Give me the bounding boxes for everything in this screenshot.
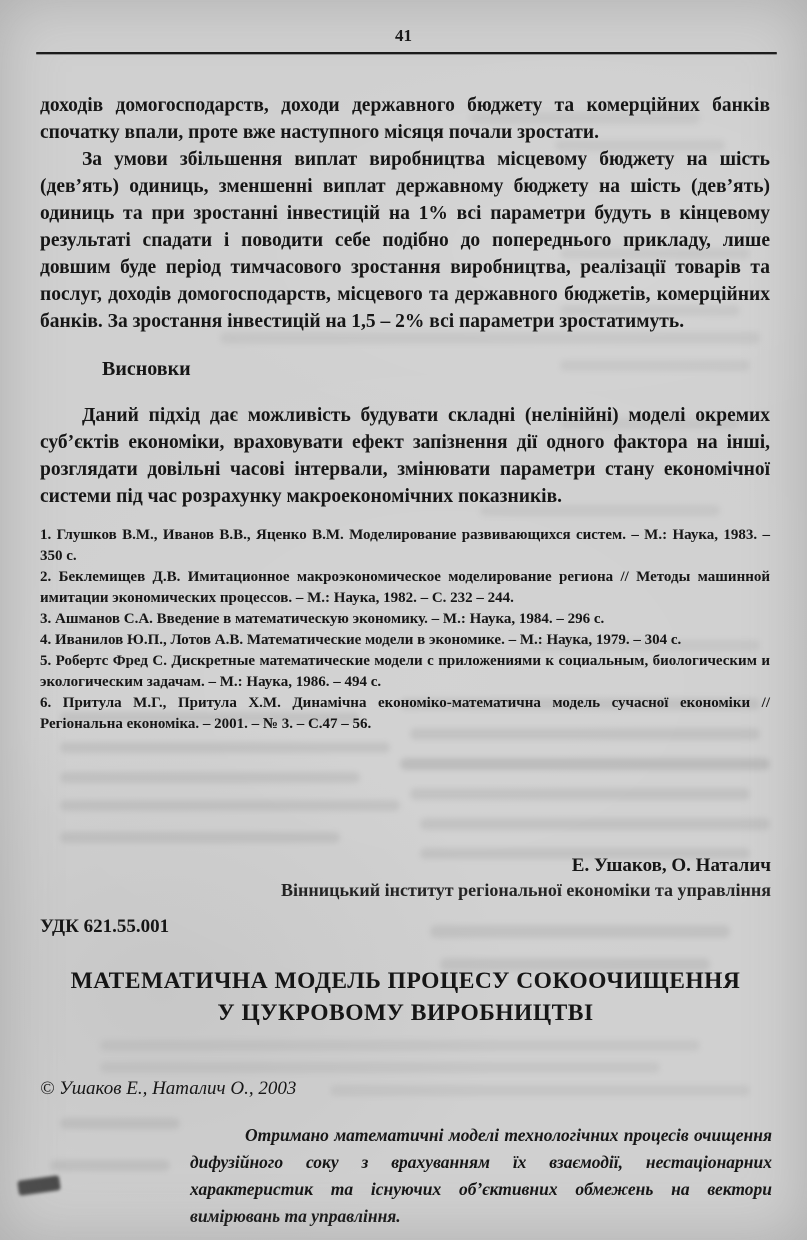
reference-item: 3. Ашманов С.А. Введение в математическую экономику. – М.: Наука, 1984. – 296 с. bbox=[40, 611, 605, 627]
article-body bbox=[40, 92, 770, 735]
article-abstract: Отримано математичні моделі технологічних процесів очищення дифузійного соку з врахуванням їх взаємодії, нестаціонарних характеристик та існуючих об’єктивних обмежень на вектори вимірювань та управління. bbox=[190, 1125, 772, 1226]
bleedthrough-artifact bbox=[420, 818, 770, 830]
title-line: МАТЕМАТИЧНА МОДЕЛЬ ПРОЦЕСУ СОКООЧИЩЕННЯ bbox=[70, 968, 741, 994]
page-number: 41 bbox=[395, 26, 412, 45]
body-paragraph: За умови збільшення виплат виробництва місцевому бюджету на шість (дев’ять) одиниць, зменшенні виплат державному бюджету на шість (дев’ять) одиниць та при зростанні інвестицій на 1% всі параметри будуть в кінцевому результаті спадати і поводити себе подібно до попереднього прикладу, лише довшим буде період тимчасового зростання виробництва, реалізації товарів та послуг, доходів домогосподарств, місцевого та державного бюджетів, комерційних банків. За зростання інвестицій на 1,5 – 2% всі параметри зростатимуть. bbox=[40, 149, 770, 332]
bleedthrough-artifact bbox=[330, 1085, 750, 1096]
reference-item: 4. Иванилов Ю.П., Лотов А.В. Математические модели в экономике. – М.: Наука, 1979. – 304 с. bbox=[40, 632, 682, 648]
udk-code: УДК 621.55.001 bbox=[40, 916, 170, 937]
reference-item: 6. Притула М.Г., Притула Х.М. Динамічна економіко-математична модель сучасної економіки // Регіональна економіка. – 2001. – № 3. – С.47 – 56. bbox=[40, 695, 770, 732]
next-article-byline bbox=[40, 854, 771, 902]
conclusions-heading: Висновки bbox=[102, 358, 191, 380]
bleedthrough-artifact bbox=[60, 1118, 180, 1129]
next-article-title bbox=[35, 965, 776, 1029]
reference-item: 5. Робертс Фред С. Дискретные математические модели с приложениями к социальным, биологическим и экологическим задачам. – М.: Наука, 1986. – 494 с. bbox=[40, 653, 770, 690]
bleedthrough-artifact bbox=[60, 742, 390, 753]
ink-smudge-artifact bbox=[17, 1175, 61, 1196]
conclusions-paragraph: Даний підхід дає можливість будувати складні (нелінійні) моделі окремих суб’єктів економіки, враховувати ефект запізнення дії одного фактора на інші, розглядати довільні часові інтервали, змінювати параметри стану економічної системи під час розрахунку макроекономічних показників. bbox=[40, 405, 770, 507]
reference-list bbox=[40, 525, 770, 735]
author-affiliation: Вінницький інститут регіональної економіки та управління bbox=[281, 880, 771, 900]
bleedthrough-artifact bbox=[60, 832, 340, 843]
author-names: Е. Ушаков, О. Наталич bbox=[571, 855, 771, 876]
bleedthrough-artifact bbox=[50, 1160, 170, 1171]
reference-item: 1. Глушков В.М., Иванов В.В., Яценко В.М. Моделирование развивающихся систем. – М.: Наука, 1983. – 350 с. bbox=[40, 527, 770, 564]
bleedthrough-artifact bbox=[430, 925, 730, 938]
title-line: У ЦУКРОВОМУ ВИРОБНИЦТВІ bbox=[217, 1000, 594, 1026]
body-paragraph: доходів домогосподарств, доходи державного бюджету та комерційних банків спочатку впали, проте вже наступного місяця почали зростати. bbox=[40, 95, 770, 143]
header-rule bbox=[36, 52, 777, 54]
bleedthrough-artifact bbox=[100, 1062, 660, 1073]
bleedthrough-artifact bbox=[410, 788, 750, 800]
bleedthrough-artifact bbox=[60, 800, 400, 811]
bleedthrough-artifact bbox=[60, 772, 360, 783]
reference-item: 2. Беклемищев Д.В. Имитационное макроэкономическое моделирование региона // Методы машинной имитации экономических процессов. – М.: Наука, 1982. – С. 232 – 244. bbox=[40, 569, 770, 606]
bleedthrough-artifact bbox=[400, 758, 770, 770]
copyright-line: © Ушаков Е., Наталич О., 2003 bbox=[40, 1078, 297, 1099]
bleedthrough-artifact bbox=[100, 1040, 700, 1051]
